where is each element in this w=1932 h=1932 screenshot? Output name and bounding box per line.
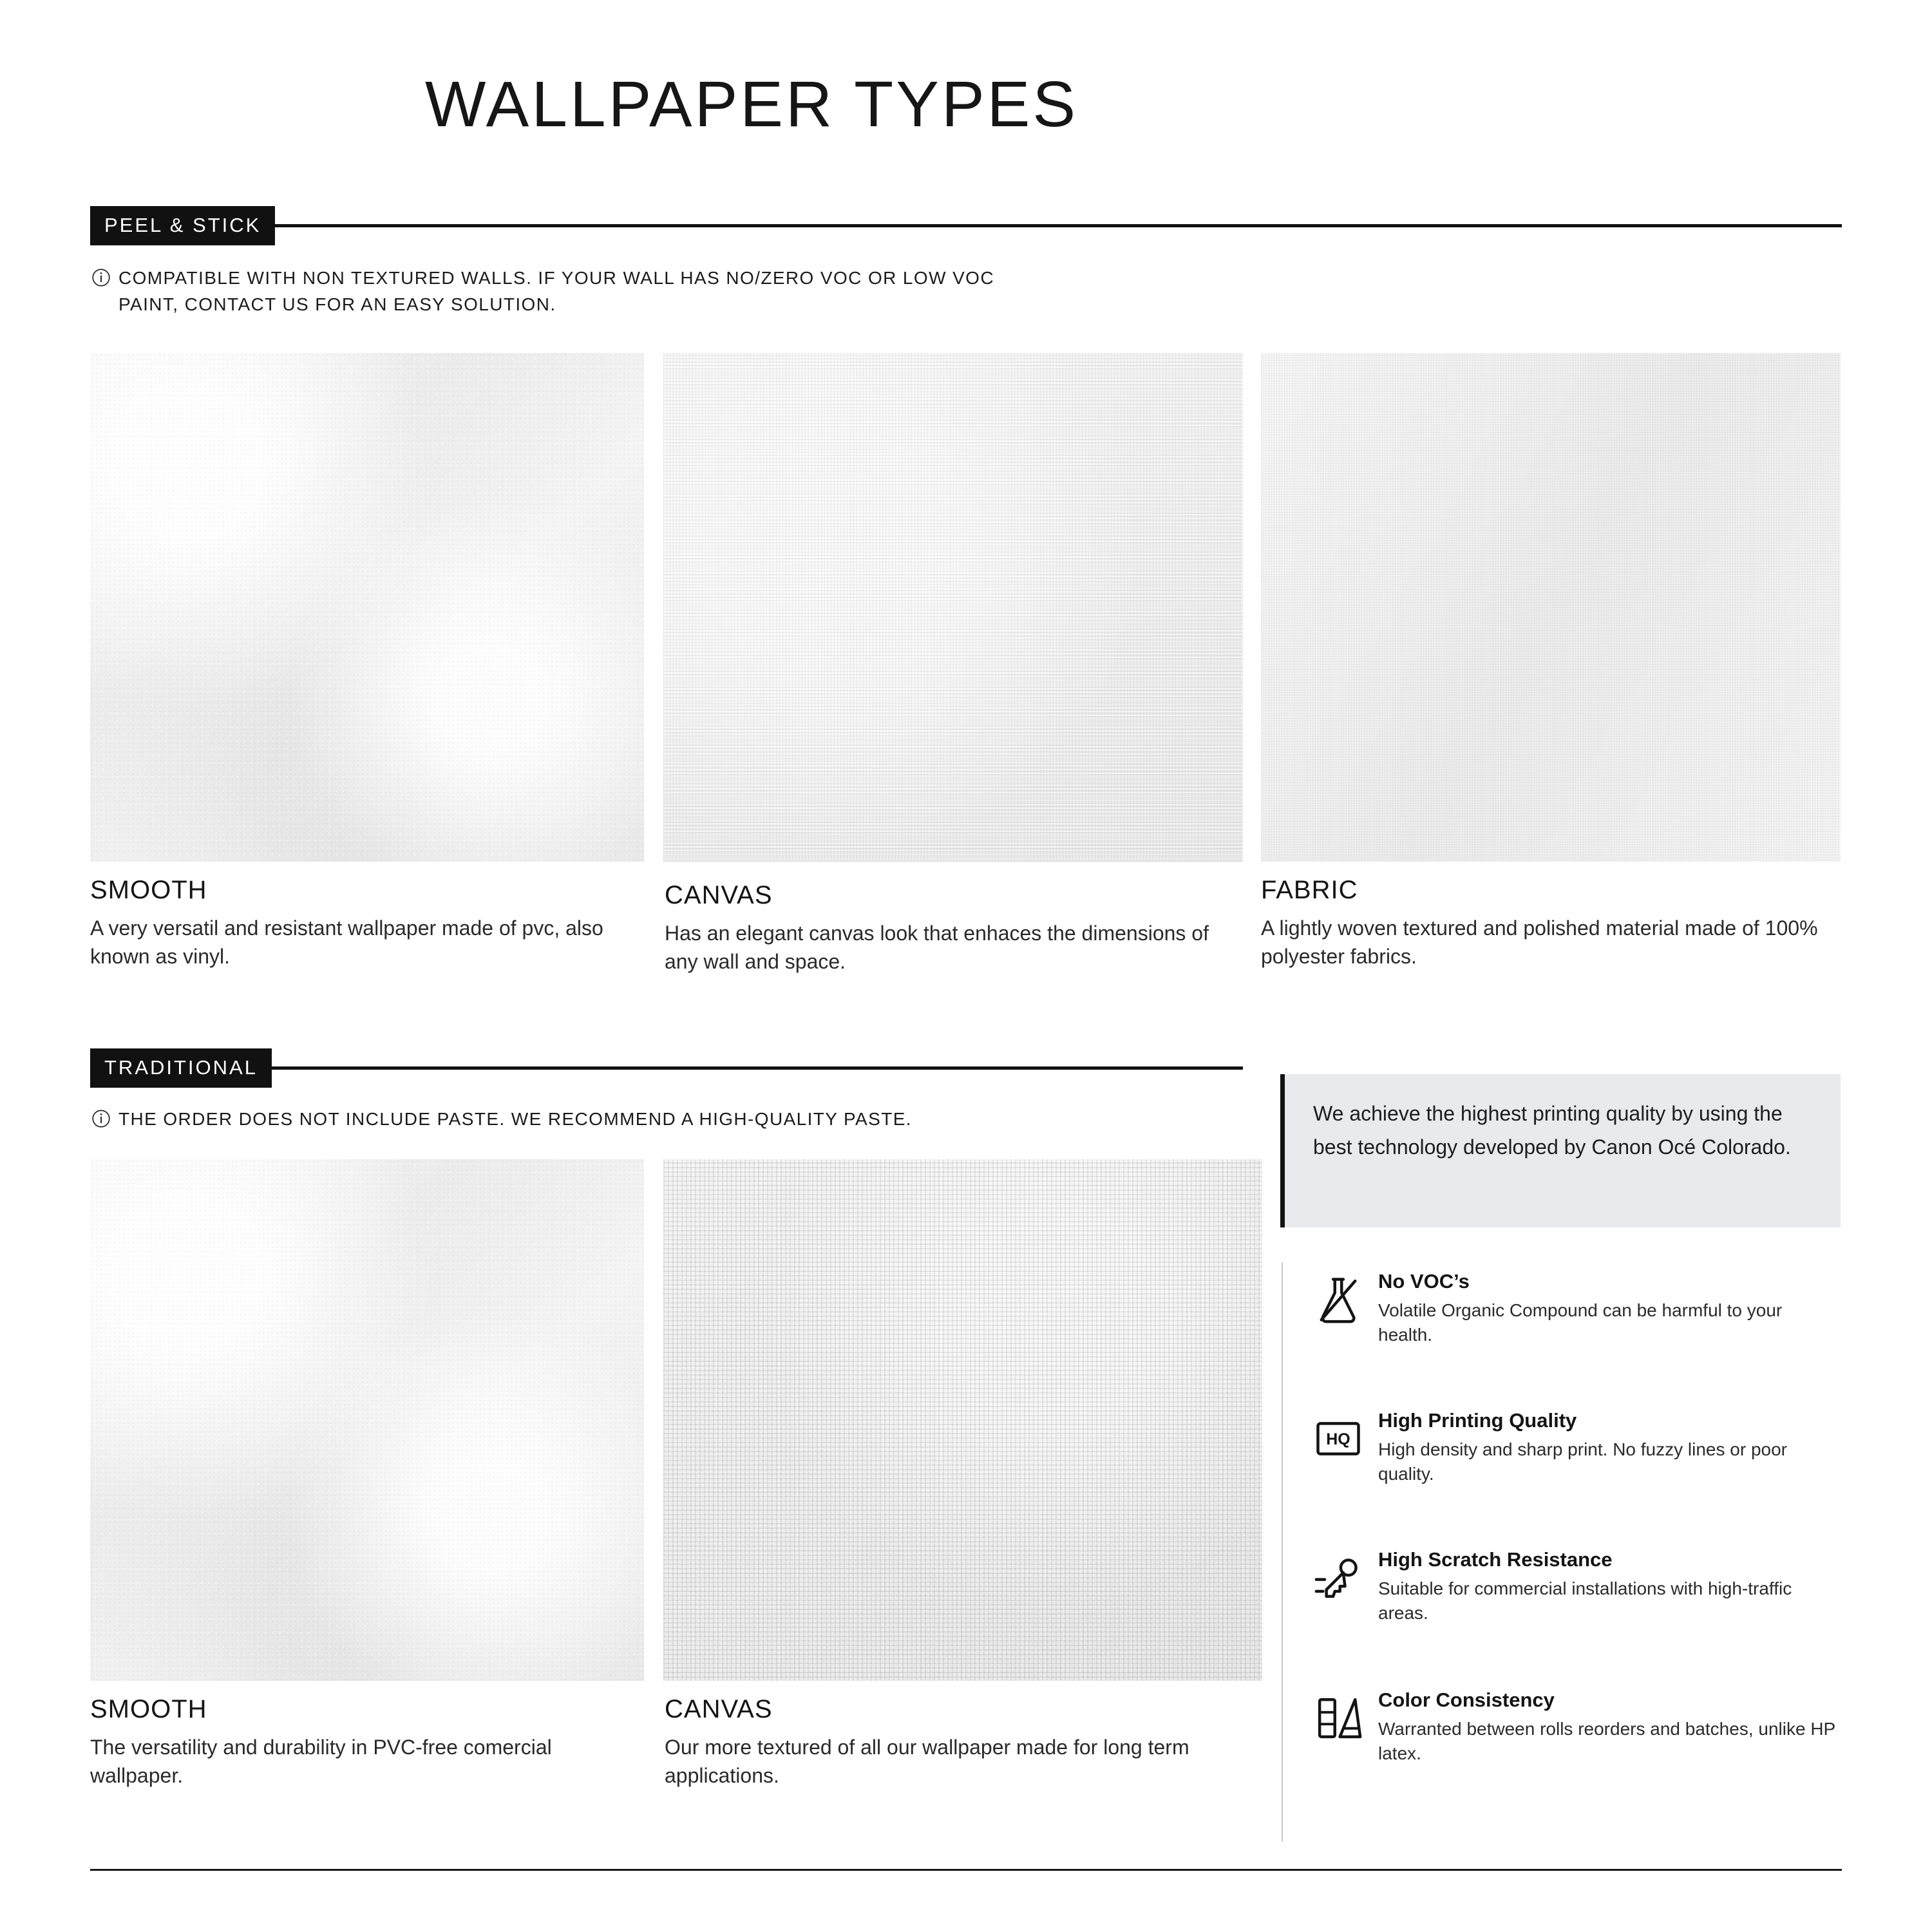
- caption-peel-smooth: [90, 876, 625, 971]
- feature-scratch-resistance: [1307, 1548, 1835, 1625]
- swatch-description: A lightly woven textured and polished material made of 100% polyester fabrics.: [1261, 916, 1818, 969]
- quote-text: We achieve the highest printing quality by using the best technology developed by Canon Océ Colorado.: [1313, 1102, 1791, 1159]
- feature-description: High density and sharp print. No fuzzy lines or poor quality.: [1378, 1439, 1787, 1484]
- caption-traditional-smooth: [90, 1695, 625, 1790]
- swatch-peel-smooth: [90, 353, 644, 862]
- caption-peel-canvas: [665, 881, 1225, 976]
- swatch-title: CANVAS: [665, 1695, 773, 1723]
- feature-description: Volatile Organic Compound can be harmful to your health.: [1378, 1300, 1783, 1345]
- scratch-resistance-icon: [1307, 1548, 1369, 1605]
- svg-text:HQ: HQ: [1326, 1430, 1350, 1449]
- swatch-peel-fabric: [1261, 353, 1841, 862]
- feature-title: Color Consistency: [1378, 1689, 1555, 1711]
- note-peel-stick: [91, 265, 1057, 317]
- hq-print-icon: [1307, 1409, 1369, 1466]
- info-icon: [91, 1109, 111, 1128]
- section-rule: [272, 1066, 1243, 1070]
- swatch-traditional-canvas: [663, 1159, 1262, 1681]
- swatch-peel-canvas: [663, 353, 1243, 862]
- quote-accent-bar: [1280, 1074, 1285, 1227]
- note-text: COMPATIBLE WITH NON TEXTURED WALLS. IF YOUR WALL HAS NO/ZERO VOC OR LOW VOC PAINT, CONTACT US FOR AN EASY SOLUTION.: [118, 268, 994, 314]
- swatch-title: CANVAS: [665, 881, 773, 909]
- swatch-title: FABRIC: [1261, 876, 1358, 904]
- swatch-description: A very versatil and resistant wallpaper made of pvc, also known as vinyl.: [90, 916, 603, 969]
- color-consistency-icon: [1307, 1689, 1369, 1745]
- swatch-description: The versatility and durability in PVC-free comercial wallpaper.: [90, 1736, 552, 1788]
- section-header-peel-stick: [90, 206, 1842, 245]
- feature-color-consistency: [1307, 1689, 1835, 1766]
- page-title: WALLPAPER TYPES: [425, 68, 1079, 140]
- note-text: THE ORDER DOES NOT INCLUDE PASTE. WE RECOMMEND A HIGH-QUALITY PASTE.: [118, 1109, 912, 1129]
- info-icon: [91, 268, 111, 287]
- note-traditional: [91, 1106, 1199, 1133]
- feature-title: No VOC’s: [1378, 1270, 1470, 1293]
- feature-description: Suitable for commercial installations with high-traffic areas.: [1378, 1578, 1792, 1624]
- swatch-description: Our more textured of all our wallpaper made for long term applications.: [665, 1736, 1189, 1788]
- caption-traditional-canvas: [665, 1695, 1244, 1790]
- feature-list-divider: [1282, 1262, 1283, 1842]
- quality-quote-box: [1280, 1074, 1841, 1227]
- feature-title: High Printing Quality: [1378, 1409, 1577, 1432]
- swatch-traditional-smooth: [90, 1159, 644, 1681]
- section-rule: [275, 224, 1842, 227]
- feature-high-printing-quality: [1307, 1409, 1835, 1486]
- section-tag-peel-stick: PEEL & STICK: [90, 206, 275, 245]
- section-header-traditional: [90, 1048, 1243, 1088]
- section-tag-traditional: TRADITIONAL: [90, 1048, 272, 1088]
- footer-divider: [90, 1869, 1842, 1871]
- feature-no-voc: [1307, 1270, 1835, 1347]
- swatch-description: Has an elegant canvas look that enhaces the dimensions of any wall and space.: [665, 922, 1209, 974]
- swatch-title: SMOOTH: [90, 876, 207, 904]
- swatch-title: SMOOTH: [90, 1695, 207, 1723]
- no-voc-icon: [1307, 1270, 1369, 1327]
- caption-peel-fabric: [1261, 876, 1841, 971]
- feature-description: Warranted between rolls reorders and batches, unlike HP latex.: [1378, 1719, 1835, 1764]
- feature-title: High Scratch Resistance: [1378, 1548, 1613, 1571]
